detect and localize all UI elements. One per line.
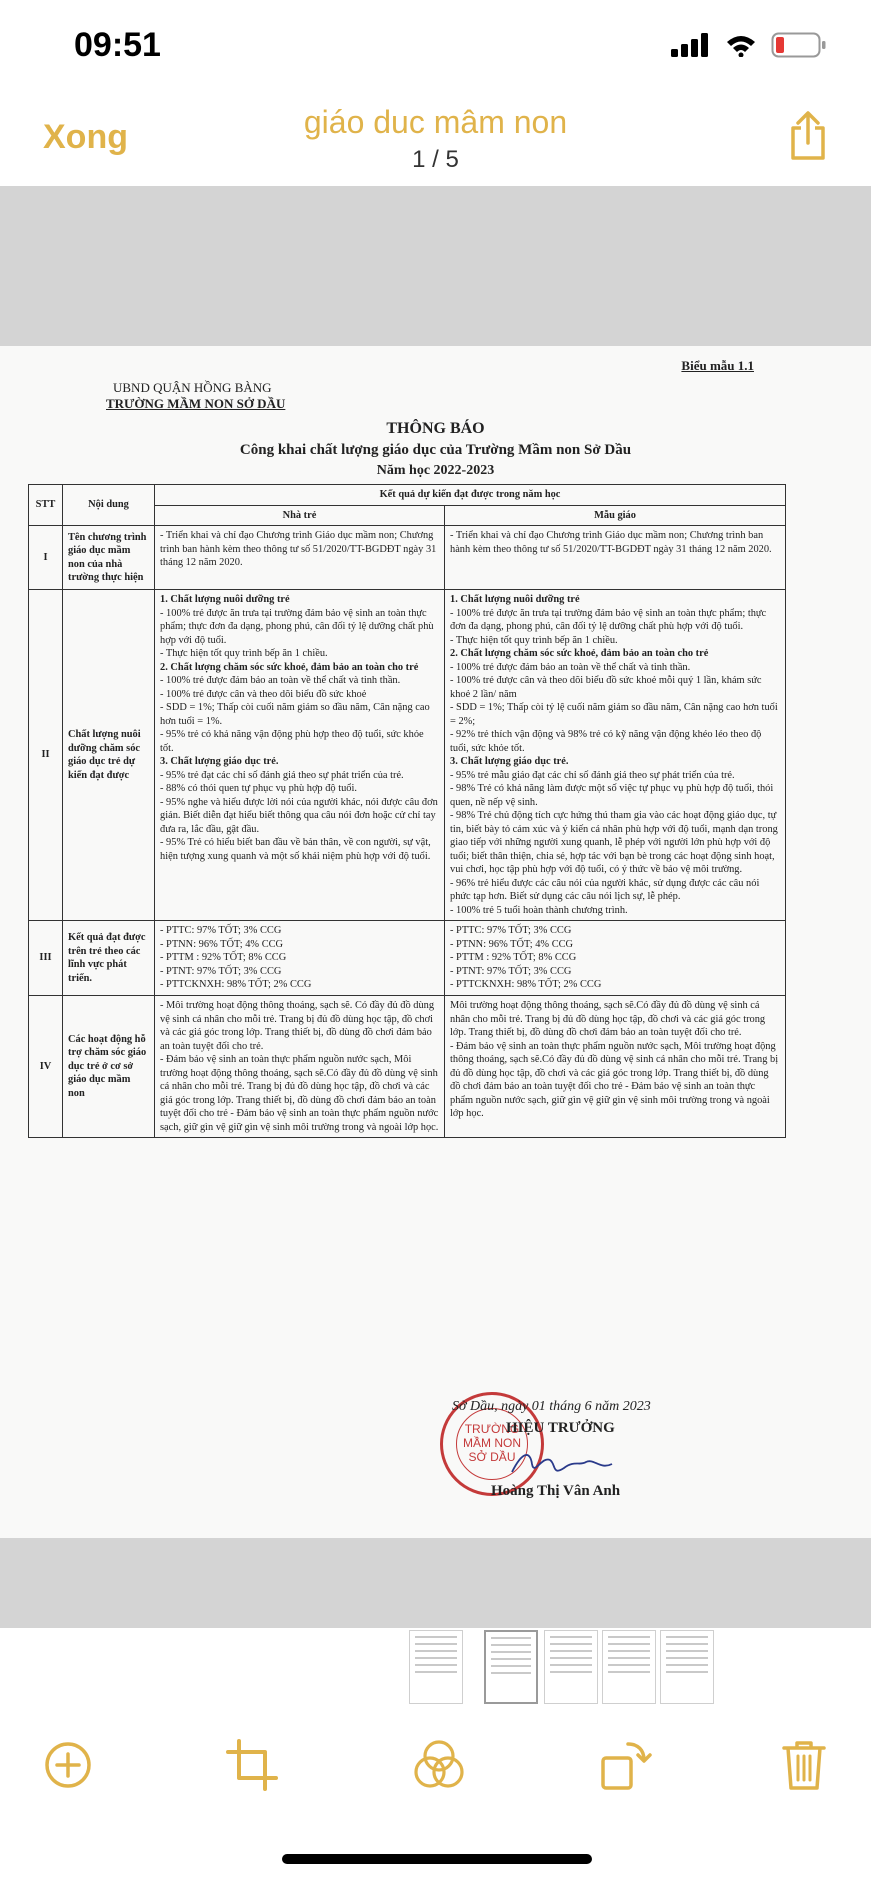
page-thumbnails <box>0 1628 871 1706</box>
cell-line: - 95% trẻ đạt các chỉ số đánh giá theo sự phát triển của trẻ. <box>160 769 404 781</box>
cell-line: - PTTM : 92% TỐT; 8% CCG <box>450 952 577 964</box>
notice-title: THÔNG BÁO <box>386 420 485 437</box>
header-nha-tre: Nhà trẻ <box>155 505 445 526</box>
cell-heading: 2. Chất lượng chăm sóc sức khoẻ, đảm bảo an toàn cho trẻ <box>450 648 709 660</box>
org-line-1: UBND QUẬN HỒNG BÀNG <box>113 380 272 395</box>
row-nha-tre <box>155 995 445 1137</box>
header-result: Kết quả dự kiến đạt được trong năm học <box>155 485 786 506</box>
stamp-line: TRƯỜNG <box>464 1422 520 1437</box>
row-content: Tên chương trình giáo dục mầm non của nhà trường thực hiện <box>63 526 155 590</box>
crop-icon <box>226 1739 278 1791</box>
page-thumbnail[interactable] <box>602 1630 656 1704</box>
header-mau-giao: Mẫu giáo <box>445 505 786 526</box>
row-nha-tre <box>155 921 445 996</box>
cell-line: - Môi trường hoạt động thông thoáng, sạch sẽ. Có đầy đủ đồ dùng vệ sinh cá nhân cho mỗi trẻ. Trang bị đủ đồ dùng học tập, đồ chơi và các giá góc trong lớp. Trang thiết bị, đồ dùng đồ chơi đảm bảo an toàn tuyệt đối cho trẻ. <box>160 999 435 1052</box>
cell-heading: 1. Chất lượng nuôi dưỡng trẻ <box>450 594 580 606</box>
stamp-line: MẦM NON <box>463 1436 521 1451</box>
crop-button[interactable] <box>217 1730 287 1800</box>
notice-subtitle: Công khai chất lượng giáo dục của Trường Mầm non Sở Dầu <box>239 442 632 458</box>
cell-line: - PTTC: 97% TỐT; 3% CCG <box>160 925 282 937</box>
signature-date: Sở Dầu, ngày 01 tháng 6 năm 2023 <box>452 1399 651 1414</box>
status-icons <box>671 32 827 58</box>
page-indicator: 1 / 5 <box>412 146 459 173</box>
cell-line: - PTTM : 92% TỐT; 8% CCG <box>160 952 287 964</box>
header-content: Nội dung <box>63 485 155 526</box>
signature-name: Hoàng Thị Vân Anh <box>491 1483 621 1499</box>
row-mau-giao <box>445 590 786 921</box>
school-year: Năm học 2022-2023 <box>376 463 495 478</box>
page-thumbnail[interactable] <box>660 1630 714 1704</box>
cell-line: - PTNT: 97% TỐT; 3% CCG <box>160 965 282 977</box>
delete-button[interactable] <box>769 1730 839 1800</box>
cell-line: - PTNN: 96% TỐT; 4% CCG <box>160 938 284 950</box>
stamp-line: SỞ DẦU <box>468 1449 516 1464</box>
table-header-row <box>29 485 786 506</box>
row-mau-giao <box>445 921 786 996</box>
row-content: Chất lượng nuôi dưỡng chăm sóc giáo dục trẻ dự kiến đạt được <box>63 590 155 921</box>
cell-line: - PTTCKNXH: 98% TỐT; 2% CCG <box>450 979 602 991</box>
rotate-button[interactable] <box>590 1730 660 1800</box>
row-nha-tre <box>155 590 445 921</box>
quality-table <box>28 484 786 1138</box>
cell-line: - 96% trẻ hiểu được các câu nói của người khác, sử dụng được các câu nói phức tạp hơn. Biết sử dụng các câu nói lịch sự, lễ phép. <box>450 877 760 903</box>
cell-line: - 100% trẻ được ăn trưa tại trường đảm bảo vệ sinh an toàn thực phẩm; thực đơn đa dạng, phong phú, cân đối tỷ lệ dưỡng chất phù hợp với độ tuổi. <box>450 607 767 633</box>
filters-icon <box>411 1737 467 1793</box>
filters-button[interactable] <box>404 1730 474 1800</box>
cell-line: - 98% Trẻ chủ động tích cực hứng thú tham gia vào các hoạt động giáo dục, tự tin, biết bày tỏ cảm xúc và ý kiến cá nhân phù hợp với độ tuổi, mạnh dạn trong giao tiếp với những người xung quanh, lễ phép với người lớn phù hợp với độ tuổi; biết thân thiện, chia sẻ, hợp tác với bạn bè trong các hoạt động sinh hoạt, vui chơi, học tập phù hợp với độ tuổi, có ý thức về bảo vệ môi trường. <box>450 810 778 876</box>
cell-line: - PTTCKNXH: 98% TỐT; 2% CCG <box>160 979 312 991</box>
row-stt: II <box>29 590 63 921</box>
battery-icon <box>771 32 827 58</box>
cellular-signal-icon <box>671 33 711 57</box>
rotate-icon <box>598 1738 652 1792</box>
cell-line: - Thực hiện tốt quy trình bếp ăn 1 chiều. <box>160 648 328 660</box>
share-button[interactable] <box>787 110 829 167</box>
page-thumbnail[interactable] <box>544 1630 598 1704</box>
row-content: Các hoạt động hỗ trợ chăm sóc giáo dục trẻ ở cơ sở giáo dục mầm non <box>63 995 155 1137</box>
status-bar <box>0 0 871 96</box>
cell-line: - 95% Trẻ có hiểu biết ban đầu về bản thân, về con người, sự vật, hiện tượng xung quanh và một số khái niệm phù hợp với độ tuổi. <box>160 837 431 862</box>
home-indicator[interactable] <box>282 1854 592 1864</box>
table-row <box>29 921 786 996</box>
cell-line: - SDD = 1%; Thấp còi tỷ lệ cuối năm giảm so đầu năm, Cân nặng cao hơn tuổi = 2%; <box>450 702 778 727</box>
cell-heading: 3. Chất lượng giáo dục trẻ. <box>160 756 279 768</box>
table-row <box>29 995 786 1137</box>
share-icon <box>787 110 829 162</box>
cell-line: Môi trường hoạt động thông thoáng, sạch sẽ.Có đầy đủ đồ dùng vệ sinh cá nhân cho mỗi trẻ. Trang bị đủ đồ dùng học tập, đồ chơi và các giá góc trong lớp. Trang thiết bị, đồ dùng đồ chơi đảm bảo an toàn tuyệt đối cho trẻ. <box>450 999 766 1039</box>
table-row <box>29 590 786 921</box>
cell-line: - 98% Trẻ có khả năng làm được một số việc tự phục vụ phù hợp độ tuổi, thói quen, nề nếp vệ sinh. <box>450 783 774 808</box>
page-thumbnail-selected[interactable] <box>484 1630 538 1704</box>
row-stt: IV <box>29 995 63 1137</box>
cell-line: - PTNT: 97% TỐT; 3% CCG <box>450 965 572 977</box>
row-mau-giao <box>445 995 786 1137</box>
cell-line: - 100% trẻ được đảm bảo an toàn về thể chất và tinh thần. <box>160 675 401 687</box>
add-button[interactable] <box>33 1730 103 1800</box>
cell-heading: 1. Chất lượng nuôi dưỡng trẻ <box>160 594 290 606</box>
cell-line: - 100% trẻ được ăn trưa tại trường đảm bảo vệ sinh an toàn thực phẩm; thực đơn đa dạng, phong phú, cân đối tỷ lệ dưỡng chất phù hợp với độ tuổi. <box>160 607 434 646</box>
cell-line: - 88% có thói quen tự phục vụ phù hợp độ tuổi. <box>160 783 357 795</box>
cell-line: - SDD = 1%; Thấp còi cuối năm giảm so đầu năm, Cân nặng cao hơn tuổi = 1%. <box>160 702 430 727</box>
cell-line: - 100% trẻ được cân và theo dõi biểu đồ sức khoẻ <box>160 688 367 700</box>
cell-line: - Thực hiện tốt quy trình bếp ăn 1 chiều. <box>450 634 618 646</box>
table-row <box>29 526 786 590</box>
add-icon <box>43 1740 93 1790</box>
cell-heading: 2. Chất lượng chăm sóc sức khoẻ, đảm bảo an toàn cho trẻ <box>160 661 419 673</box>
org-line-2: TRƯỜNG MẦM NON SỞ DẦU <box>106 396 286 411</box>
cell-line: - Đảm bảo vệ sinh an toàn thực phẩm nguồn nước sạch, Môi trường hoạt động thông thoáng, sạch sẽ.Có đầy đủ đồ dùng vệ sinh cá nhân cho mỗi trẻ. Trang bị đủ đồ dùng học tập, đồ chơi và các giá góc trong lớp. Trang thiết bị, đồ dùng đồ chơi đảm bảo an toàn tuyệt đối cho trẻ - Đảm bảo vệ sinh an toàn thực phẩm nguồn nước sạch, giữ gìn vệ giữ gìn vệ sinh môi trường trong và ngoài lớp học. <box>450 1040 779 1120</box>
trash-icon <box>781 1738 827 1792</box>
wifi-icon <box>725 33 757 57</box>
cell-line: - 92% trẻ thích vận động và 98% trẻ có kỹ năng vận động khéo léo theo độ tuổi, sức khỏe tốt. <box>450 729 762 754</box>
navigation-bar <box>0 96 871 187</box>
cell-line: - 95% nghe và hiểu được lời nói của người khác, nói được câu đơn giản. Biết diễn đạt hiểu biết thông qua câu nói đơn hoặc cử chỉ tay đưa ra, lắc đầu, gật đầu. <box>160 796 438 835</box>
signature-role: HIỆU TRƯỞNG <box>506 1420 615 1436</box>
document-title: giáo duc mâm non <box>303 104 568 140</box>
cell-line: - 100% trẻ được đảm bảo an toàn về thể chất và tinh thần. <box>450 661 691 673</box>
cell-line: - Triển khai và chỉ đạo Chương trình Giáo dục mầm non; Chương trình ban hành kèm theo thông tư số 51/2020/TT-BGDĐT ngày 31 tháng 12 năm 2020. <box>450 530 772 555</box>
row-stt: III <box>29 921 63 996</box>
row-mau-giao <box>445 526 786 590</box>
cell-line: - PTNN: 96% TỐT; 4% CCG <box>450 938 574 950</box>
cell-line: - Đảm bảo vệ sinh an toàn thực phẩm nguồn nước sạch, Môi trường hoạt động thông thoáng, sạch sẽ.Có đầy đủ đồ dùng vệ sinh cá nhân cho mỗi trẻ. Trang bị đủ đồ dùng học tập, đồ chơi và các giá góc trong lớp. Trang thiết bị, đồ dùng đồ chơi đảm bảo an toàn tuyệt đối cho trẻ - Đảm bảo vệ sinh an toàn thực phẩm nguồn nước sạch, giữ gìn vệ giữ gìn vệ sinh môi trường trong và ngoài lớp học. <box>160 1054 439 1133</box>
cell-line: - 95% trẻ mẫu giáo đạt các chỉ số đánh giá theo sự phát triển của trẻ. <box>450 769 735 781</box>
cell-line: - 100% trẻ được cân và theo dõi biểu đồ sức khoẻ mỗi quý 1 lần, khám sức khoẻ 2 lần/ năm <box>450 675 762 700</box>
page-background-bottom <box>0 1538 871 1628</box>
cell-line: - 95% trẻ có khả năng vận động phù hợp theo độ tuổi, sức khỏe tốt. <box>160 729 424 754</box>
page-thumbnail[interactable] <box>409 1630 463 1704</box>
done-button[interactable]: Xong <box>43 118 128 156</box>
form-id: Biểu mẫu 1.1 <box>681 358 754 373</box>
status-time: 09:51 <box>74 26 161 64</box>
bottom-toolbar <box>0 1730 871 1810</box>
handwritten-signature <box>508 1446 618 1482</box>
document-page <box>0 346 871 1538</box>
row-stt: I <box>29 526 63 590</box>
page-background-top <box>0 186 871 346</box>
cell-line: - 100% trẻ 5 tuổi hoàn thành chương trình. <box>450 904 628 916</box>
cell-heading: 3. Chất lượng giáo dục trẻ. <box>450 756 569 768</box>
row-nha-tre <box>155 526 445 590</box>
cell-line: - PTTC: 97% TỐT; 3% CCG <box>450 925 572 937</box>
cell-line: - Triển khai và chỉ đạo Chương trình Giáo dục mầm non; Chương trình ban hành kèm theo thông tư số 51/2020/TT-BGDĐT ngày 31 tháng 12 năm 2020. <box>160 530 437 569</box>
row-content: Kết quả đạt được trên trẻ theo các lĩnh vực phát triển. <box>63 921 155 996</box>
header-stt: STT <box>29 485 63 526</box>
